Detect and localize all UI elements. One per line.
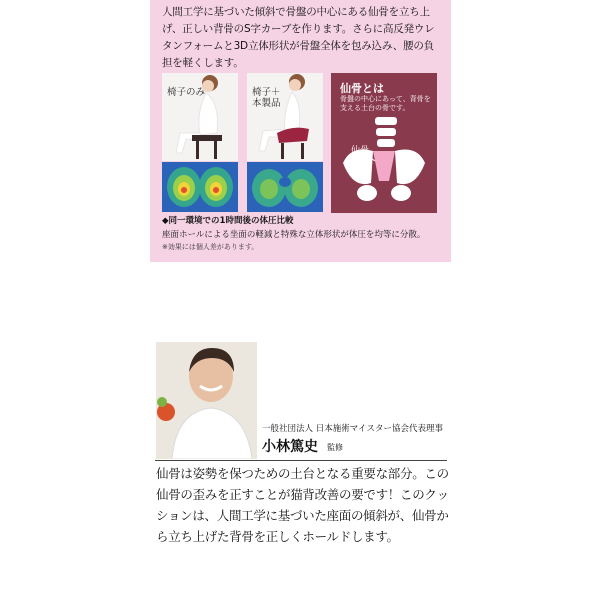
sacrum-title: 仙骨とは [340,82,384,95]
photo-chair-only [162,73,238,161]
supervisor-photo-illustration [156,342,257,459]
intro-text: 人間工学に基づいた傾斜で骨盤の中心にある仙骨を立ち上げ、正しい背骨のS字カーブを作ります。さらに高反発ウレタンフォームと3D立体形状が骨盤全体を包み込み、腰の負担を軽くします。 [162,6,435,69]
supervisor-organization: 一般社団法人 日本施術マイスター協会代表理事 [262,424,443,434]
photo-chair-plus-product [247,73,323,161]
divider [155,460,447,461]
sacrum-bone-label: 仙骨 [351,146,370,156]
supervisor-name: 小林篤史 [262,439,318,455]
pressure-map-with-product [247,162,323,212]
chair-plus-product-label: 椅子＋ 本製品 [252,87,281,109]
disclaimer-note: ※効果には個人差があります。 [162,243,259,251]
supervisor-quote: 仙骨は姿勢を保つための土台となる重要な部分。この仙骨の歪みを正すことが猫背改善の要です！このクッションは、人間工学に基づいた座面の傾斜が、仙骨から立ち上げた背骨を正しくホールドします。 [156,466,449,544]
pressure-map-chair-only [162,162,238,212]
supervisor-role: 監修 [327,443,343,452]
supervisor-portrait [156,342,257,459]
comparison-title: ◆同一環境での1時間後の体圧比較 [162,216,294,226]
pressure-heatmap-chair-only [162,162,238,212]
sacrum-description: 骨盤の中心にあって、背骨を支える土台の骨です。 [340,95,431,112]
pressure-heatmap-with-product [247,162,323,212]
chair-only-label: 椅子のみ [167,87,206,98]
comparison-description: 座面ホールによる坐面の軽減と特殊な立体形状が体圧を均等に分散。 [162,230,426,240]
